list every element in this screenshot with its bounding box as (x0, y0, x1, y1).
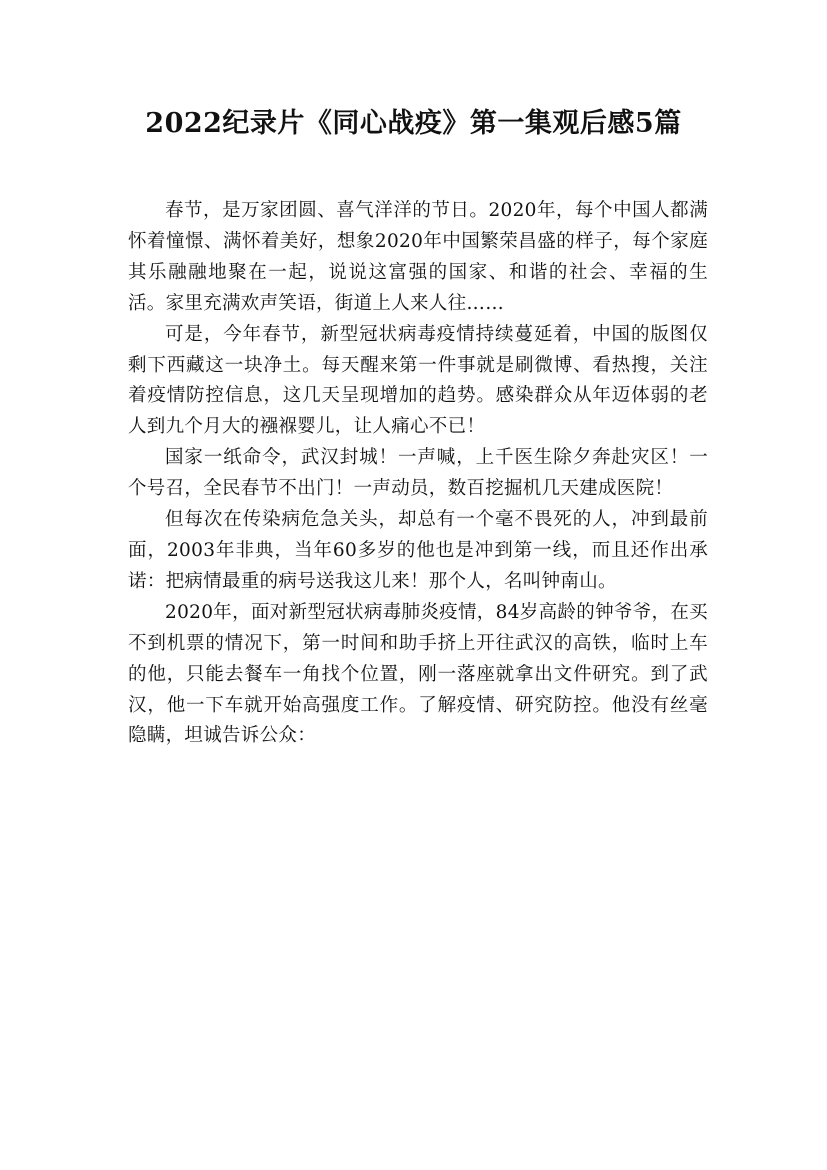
paragraph-2: 可是，今年春节，新型冠状病毒疫情持续蔓延着，中国的版图仅剩下西藏这一块净土。每天醒来第一件事就是刷微博、看热搜，关注着疫情防控信息，这几天呈现增加的趋势。感染群众从年迈体弱的老人到九个月大的襁褓婴儿，让人痛心不已！ (128, 323, 708, 438)
paragraph-5: 2020年，面对新型冠状病毒肺炎疫情，84岁高龄的钟爷爷，在买不到机票的情况下，第一时间和助手挤上开往武汉的高铁，临时上车的他，只能去餐车一角找个位置，刚一落座就拿出文件研究。到了武汉，他一下车就开始高强度工作。了解疫情、研究防控。他没有丝毫隐瞒，坦诚告诉公众： (128, 601, 708, 747)
document-title: 2022纪录片《同心战疫》第一集观后感5篇 (145, 108, 682, 139)
paragraph-4: 但每次在传染病危急关头，却总有一个毫不畏死的人，冲到最前面，2003年非典，当年60多岁的他也是冲到第一线，而且还作出承诺：把病情最重的病号送我这儿来！那个人，名叫钟南山。 (128, 509, 708, 592)
paragraph-3: 国家一纸命令，武汉封城！一声喊，上千医生除夕奔赴灾区！一个号召，全民春节不出门！一声动员，数百挖掘机几天建成医院！ (128, 447, 708, 500)
document-body (128, 196, 708, 752)
paragraph-1: 春节，是万家团圆、喜气洋洋的节日。2020年，每个中国人都满怀着憧憬、满怀着美好，想象2020年中国繁荣昌盛的样子，每个家庭其乐融融地聚在一起，说说这富强的国家、和谐的社会、幸福的生活。家里充满欢声笑语，街道上人来人往…… (128, 200, 708, 314)
